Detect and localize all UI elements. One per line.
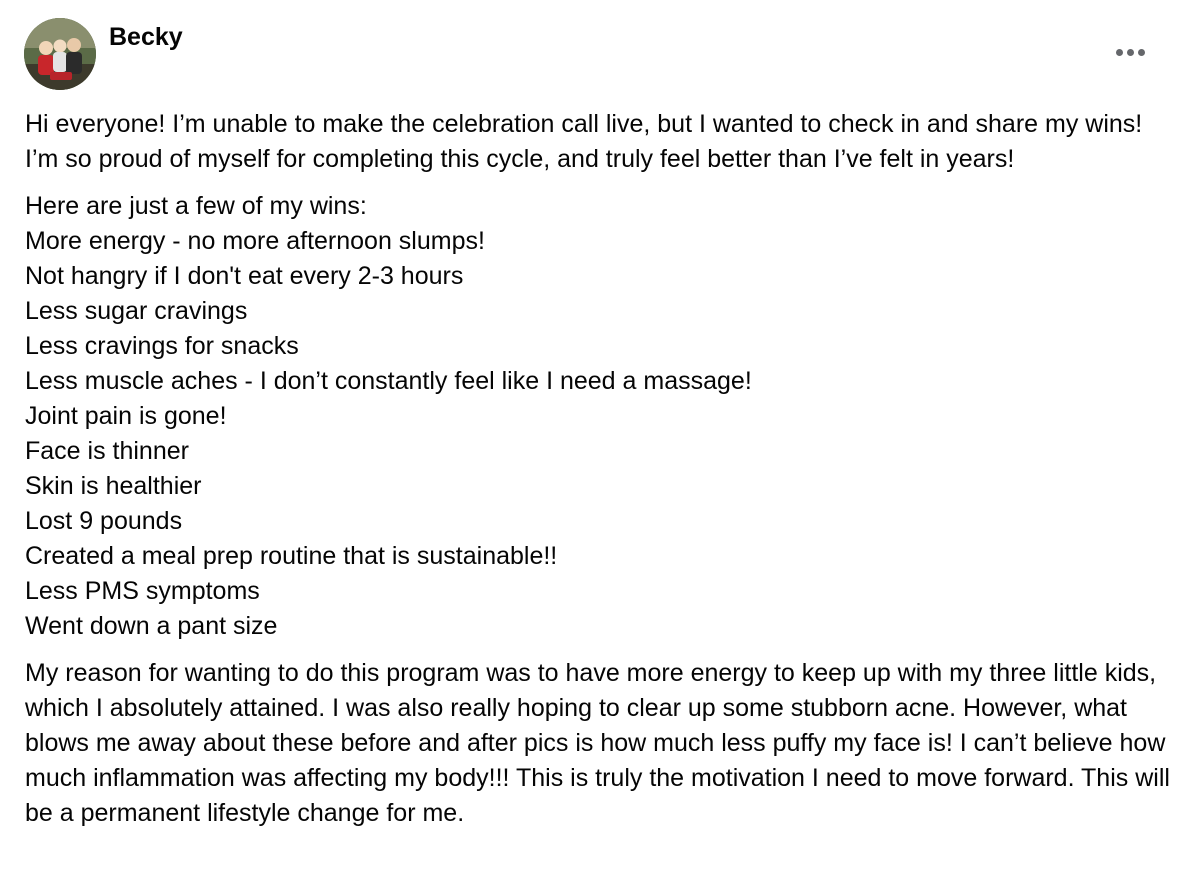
wins-section — [25, 189, 1170, 644]
more-options-icon — [1138, 49, 1145, 56]
list-item: Face is thinner — [25, 437, 189, 465]
list-item: Less muscle aches - I don’t constantly feel like I need a massage! — [25, 367, 752, 395]
list-item: Less sugar cravings — [25, 297, 248, 325]
list-item: Lost 9 pounds — [25, 507, 183, 535]
more-options-button[interactable] — [1110, 38, 1150, 66]
more-options-icon — [1127, 49, 1134, 56]
list-item: More energy - no more afternoon slumps! — [25, 227, 485, 255]
list-item: Less PMS symptoms — [25, 577, 260, 605]
list-item: Less cravings for snacks — [25, 332, 299, 360]
wins-list — [25, 224, 1170, 644]
list-item: Not hangry if I don't eat every 2-3 hours — [25, 262, 464, 290]
author-name[interactable]: Becky — [109, 23, 183, 51]
avatar-photo-icon — [24, 18, 96, 90]
post-intro: Hi everyone! I’m unable to make the celebration call live, but I wanted to check in and share my wins! I’m so proud of myself for completing this cycle, and truly feel better than I’ve felt in years! — [25, 110, 1143, 173]
more-options-icon — [1116, 49, 1123, 56]
post-closing: My reason for wanting to do this program was to have more energy to keep up with my three little kids, which I absolutely attained. I was also really hoping to clear up some stubborn acne. However, what blows me away about these before and after pics is how much less puffy my face is! I can’t believe how much inflammation was affecting my body!!! This is truly the motivation I need to move forward. This will be a permanent lifestyle change for me. — [25, 659, 1170, 827]
list-item: Created a meal prep routine that is sustainable!! — [25, 542, 558, 570]
avatar[interactable] — [24, 18, 96, 90]
list-item: Went down a pant size — [25, 612, 278, 640]
wins-heading: Here are just a few of my wins: — [25, 192, 367, 220]
list-item: Joint pain is gone! — [25, 402, 227, 430]
list-item: Skin is healthier — [25, 472, 202, 500]
post-body — [25, 107, 1170, 831]
